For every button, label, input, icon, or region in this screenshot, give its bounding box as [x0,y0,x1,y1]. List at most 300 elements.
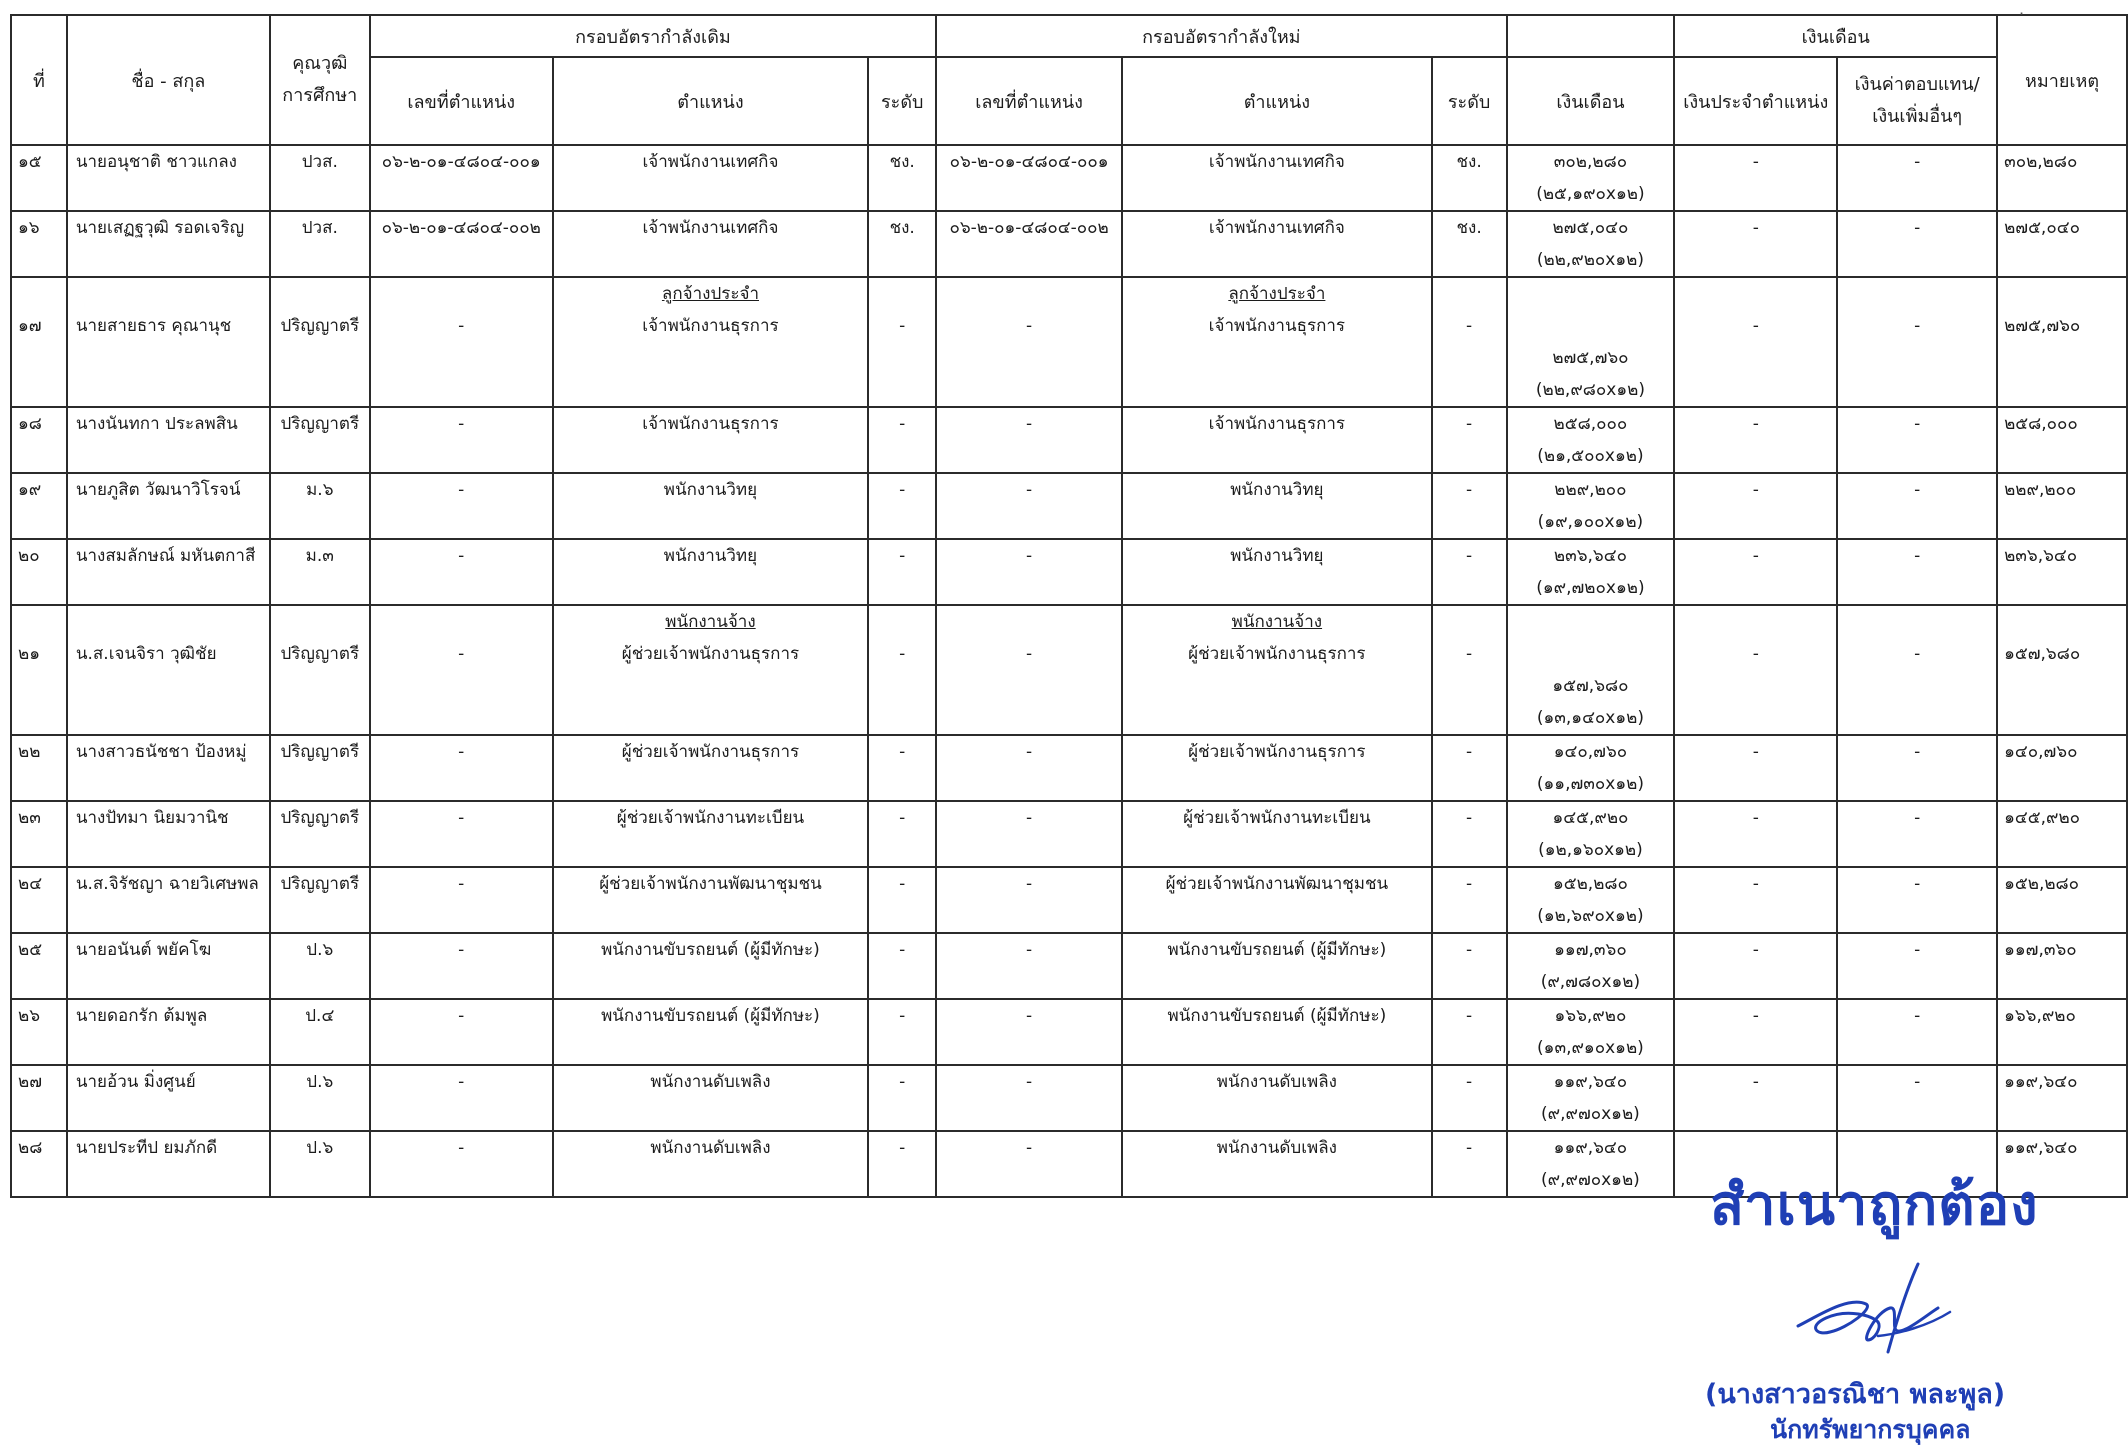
person-name-text: นายประทีป ยมภักดี [75,1138,218,1158]
other-pay [1837,735,1997,801]
education-text: ปริญญาตรี [280,874,360,894]
header-no: ที่ [11,15,67,145]
new-position-number [936,933,1122,999]
old-position [553,1065,869,1131]
remark [1997,1065,2127,1131]
old-position-text: พนักงานดับเพลิง [650,1072,771,1092]
header-education-line1: คุณวุฒิ [292,53,348,74]
row-number-text: ๑๕ [18,152,42,172]
education-text: ป.๖ [306,1138,334,1158]
new-position-text: พนักงานขับรถยนต์ (ผู้มีทักษะ) [1167,940,1387,960]
header-group-old: กรอบอัตรากำลังเดิม [370,15,936,57]
position-allowance-text: - [1752,316,1759,336]
old-position-text: ผู้ช่วยเจ้าพนักงานทะเบียน [616,808,805,828]
row-number-text: ๒๒ [18,742,41,762]
person-name-text: นายเสฏฐวุฒิ รอดเจริญ [75,218,245,238]
person-name [67,145,270,211]
other-pay [1837,539,1997,605]
person-name [67,999,270,1065]
salary-annual: ๒๗๕,๗๖๐ [1552,348,1629,368]
new-level-text: - [1466,546,1473,566]
position-allowance-text: - [1752,742,1759,762]
old-position-number [370,145,553,211]
new-level [1432,211,1507,277]
position-allowance-text: - [1752,644,1759,664]
old-level [868,1065,936,1131]
old-level [868,473,936,539]
new-position-number [936,277,1122,407]
new-position-number [936,145,1122,211]
salary-annual: ๑๕๒,๒๘๐ [1552,874,1628,894]
row-number-text: ๒๕ [18,940,43,960]
row-number [11,277,67,407]
old-level [868,1131,936,1197]
education-text: ปวส. [301,218,338,238]
salary [1507,867,1675,933]
person-name [67,867,270,933]
position-allowance-text: - [1752,480,1759,500]
row-number [11,1065,67,1131]
header-old-level: ระดับ [868,57,936,145]
other-pay [1837,211,1997,277]
old-position-text: ผู้ช่วยเจ้าพนักงานพัฒนาชุมชน [599,874,822,894]
signer-title: นักทรัพยากรบุคคล [1770,1415,1971,1444]
new-level [1432,539,1507,605]
row-number-text: ๒๖ [18,1006,40,1026]
old-level-text: - [899,1006,906,1026]
header-salary: เงินเดือน [1507,57,1675,145]
header-old-pos: ตำแหน่ง [553,57,869,145]
row-number [11,407,67,473]
education-text: ปริญญาตรี [280,742,360,762]
remark [1997,539,2127,605]
row-number-text: ๒๐ [18,546,40,566]
old-position [553,539,869,605]
old-position [553,1131,869,1197]
other-pay-text: - [1914,644,1921,664]
header-name: ชื่อ - สกุล [67,15,270,145]
new-position-number-text: - [1026,874,1033,894]
position-allowance [1674,801,1837,867]
old-position-number [370,1131,553,1197]
salary-annual: ๒๗๕,๐๔๐ [1552,218,1629,238]
row-number-text: ๒๘ [18,1138,43,1158]
other-pay [1837,867,1997,933]
old-position-number [370,933,553,999]
table-row [11,539,2127,605]
education-text: ปริญญาตรี [280,808,360,828]
header-blank [1507,15,1675,57]
person-name-text: นางสมลักษณ์ มหันตกาสี [75,546,256,566]
old-position-text: เจ้าพนักงานธุรการ [642,414,779,434]
salary-calculation: (๒๕,๑๙๐x๑๒) [1536,184,1645,204]
table-row [11,145,2127,211]
new-position-number-text: - [1026,1006,1033,1026]
position-allowance [1674,999,1837,1065]
old-level-text: - [899,546,906,566]
new-position-number [936,211,1122,277]
person-name-text: นายอนันต์ พยัคโฆ [75,940,212,960]
position-allowance-text: - [1752,874,1759,894]
remark-text: ๒๒๙,๒๐๐ [2004,480,2077,500]
education-text: ปริญญาตรี [280,414,360,434]
new-level [1432,407,1507,473]
position-allowance [1674,277,1837,407]
person-name-text: นางสาวธนัชชา ป้องหมู่ [75,742,247,762]
salary-calculation: (๒๒,๙๒๐x๑๒) [1536,250,1644,270]
new-position-text: เจ้าพนักงานธุรการ [1208,414,1346,434]
position-allowance [1674,867,1837,933]
position-allowance [1674,1065,1837,1131]
old-level-text: - [899,644,906,664]
old-position-text: พนักงานขับรถยนต์ (ผู้มีทักษะ) [601,940,820,960]
new-level-text: - [1466,940,1473,960]
person-name [67,539,270,605]
education [270,277,370,407]
row-number-text: ๑๗ [18,316,42,336]
new-position-number-text: - [1026,808,1033,828]
remark-text: ๒๗๕,๗๖๐ [2004,316,2081,336]
salary-annual: ๑๕๗,๖๘๐ [1552,676,1629,696]
old-position-number-text: - [458,742,465,762]
remark-text: ๓๐๒,๒๘๐ [2004,152,2078,172]
salary-annual: ๒๕๘,๐๐๐ [1553,414,1628,434]
education [270,1131,370,1197]
salary-annual: ๑๔๕,๙๒๐ [1552,808,1629,828]
new-position-number [936,1065,1122,1131]
row-number [11,605,67,735]
old-position-text: ผู้ช่วยเจ้าพนักงานธุรการ [621,742,800,762]
remark [1997,145,2127,211]
education [270,145,370,211]
new-position [1122,867,1432,933]
person-name-text: นายภูสิต วัฒนาวิโรจน์ [75,480,241,500]
table-row [11,277,2127,407]
new-level [1432,605,1507,735]
remark-text: ๑๕๗,๖๘๐ [2004,644,2081,664]
row-number [11,933,67,999]
new-position-text: เจ้าพนักงานเทศกิจ [1208,152,1345,172]
new-position-text: ผู้ช่วยเจ้าพนักงานธุรการ [1188,644,1366,664]
other-pay-text: - [1914,480,1921,500]
new-level [1432,1065,1507,1131]
old-level-text: ชง. [889,218,915,238]
new-level [1432,473,1507,539]
position-allowance [1674,735,1837,801]
new-section-label: ลูกจ้างประจำ [1228,284,1326,304]
salary-calculation: (๙,๙๗๐x๑๒) [1541,1104,1640,1124]
old-position [553,999,869,1065]
salary [1507,999,1675,1065]
new-level-text: - [1466,644,1473,664]
new-level-text: - [1466,414,1473,434]
education-text: ม.๖ [306,480,334,500]
old-section-label: ลูกจ้างประจำ [661,284,759,304]
row-number-text: ๑๙ [18,480,42,500]
position-allowance [1674,539,1837,605]
header-new-level: ระดับ [1432,57,1507,145]
remark [1997,735,2127,801]
other-pay-text: - [1914,940,1921,960]
new-position [1122,473,1432,539]
old-position-number-text: - [458,808,465,828]
old-position [553,735,869,801]
position-allowance-text: - [1752,1072,1759,1092]
table-row [11,735,2127,801]
row-number [11,473,67,539]
salary-annual: ๒๓๖,๖๔๐ [1553,546,1627,566]
new-position-number [936,999,1122,1065]
new-level [1432,277,1507,407]
new-position [1122,735,1432,801]
new-position-number-text: - [1026,940,1033,960]
position-allowance-text: - [1752,1006,1759,1026]
education [270,473,370,539]
old-level-text: - [899,940,906,960]
row-number [11,1131,67,1197]
new-level-text: - [1466,1006,1473,1026]
old-level [868,211,936,277]
education-text: ม.๓ [305,546,334,566]
new-position-text: ผู้ช่วยเจ้าพนักงานทะเบียน [1183,808,1371,828]
old-level-text: - [899,316,906,336]
new-position-text: ผู้ช่วยเจ้าพนักงานพัฒนาชุมชน [1165,874,1389,894]
new-position-text: ผู้ช่วยเจ้าพนักงานธุรการ [1188,742,1366,762]
salary-calculation: (๑๒,๖๙๐x๑๒) [1537,906,1644,926]
old-position [553,933,869,999]
salary-calculation: (๑๙,๗๒๐x๑๒) [1536,578,1645,598]
old-position-number-text: ๐๖-๒-๐๑-๔๘๐๔-๐๐๒ [381,218,541,238]
position-allowance-text: - [1752,152,1759,172]
position-allowance [1674,473,1837,539]
table-row [11,211,2127,277]
corner-mark: · [2019,4,2025,23]
position-allowance [1674,407,1837,473]
new-position [1122,1065,1432,1131]
salary-calculation: (๒๑,๕๐๐x๑๒) [1537,446,1644,466]
certified-copy-stamp: สำเนาถูกต้อง [1710,1173,2039,1238]
salary [1507,539,1675,605]
other-pay-text: - [1914,874,1921,894]
new-level [1432,933,1507,999]
old-position-text: พนักงานขับรถยนต์ (ผู้มีทักษะ) [601,1006,820,1026]
row-number [11,539,67,605]
new-position-number-text: - [1026,742,1033,762]
new-level [1432,867,1507,933]
staffing-table [10,14,2128,1198]
education-text: ป.๔ [305,1006,335,1026]
new-position-text: พนักงานดับเพลิง [1216,1138,1337,1158]
other-pay [1837,145,1997,211]
header-other-pay [1837,57,1997,145]
new-position-text: พนักงานวิทยุ [1230,546,1324,566]
person-name [67,605,270,735]
row-number-text: ๒๗ [18,1072,42,1092]
position-allowance-text: - [1752,218,1759,238]
education [270,605,370,735]
header-position-allowance: เงินประจำตำแหน่ง [1674,57,1837,145]
table-row [11,473,2127,539]
salary-calculation: (๙,๙๗๐x๑๒) [1541,1170,1640,1190]
new-position [1122,211,1432,277]
old-position-number-text: - [458,1072,465,1092]
header-new-pos: ตำแหน่ง [1122,57,1432,145]
other-pay-text: - [1914,1072,1921,1092]
person-name-text: นายอนุชาติ ชาวแกลง [75,152,237,172]
education [270,933,370,999]
new-position-text: เจ้าพนักงานธุรการ [1208,316,1346,336]
salary-calculation: (๑๓,๙๑๐x๑๒) [1537,1038,1644,1058]
new-position-number [936,539,1122,605]
old-position-number [370,277,553,407]
remark [1997,801,2127,867]
header-new-pos-no: เลขที่ตำแหน่ง [936,57,1122,145]
new-level-text: ชง. [1456,152,1482,172]
education-text: ปวส. [301,152,338,172]
new-position-text: เจ้าพนักงานเทศกิจ [1208,218,1345,238]
old-level-text: - [899,808,906,828]
table-row [11,801,2127,867]
salary [1507,407,1675,473]
remark-text: ๑๕๒,๒๘๐ [2004,874,2080,894]
old-level-text: - [899,414,906,434]
salary [1507,145,1675,211]
education [270,1065,370,1131]
new-position-text: พนักงานวิทยุ [1230,480,1324,500]
new-level-text: - [1466,316,1473,336]
new-position-number-text: - [1026,316,1033,336]
old-level [868,801,936,867]
education [270,801,370,867]
old-level-text: - [899,742,906,762]
old-position-number-text: - [458,414,465,434]
old-position-number-text: - [458,644,465,664]
new-position-number [936,1131,1122,1197]
position-allowance-text: - [1752,546,1759,566]
salary-calculation: (๙,๗๘๐x๑๒) [1540,972,1641,992]
header-group-new: กรอบอัตรากำลังใหม่ [936,15,1506,57]
salary-calculation: (๒๒,๙๘๐x๑๒) [1535,380,1645,400]
other-pay [1837,1065,1997,1131]
person-name-text: นายอ้วน มิ่งศูนย์ [75,1072,196,1092]
salary-calculation: (๑๑,๗๓๐x๑๒) [1536,774,1644,794]
position-allowance-text: - [1752,414,1759,434]
person-name-text: น.ส.จิรัชญา ฉายวิเศษพล [75,874,259,894]
old-position [553,605,869,735]
remark-text: ๒๕๘,๐๐๐ [2004,414,2078,434]
person-name [67,1131,270,1197]
new-level-text: ชง. [1456,218,1482,238]
old-position [553,407,869,473]
salary-calculation: (๑๓,๑๔๐x๑๒) [1536,708,1644,728]
other-pay-text: - [1914,316,1921,336]
old-position-number [370,801,553,867]
old-position-number [370,867,553,933]
old-position [553,867,869,933]
new-position-number-text: - [1026,414,1033,434]
salary [1507,211,1675,277]
person-name [67,933,270,999]
old-section-label: พนักงานจ้าง [665,612,756,632]
salary-calculation: (๑๒,๑๖๐x๑๒) [1538,840,1643,860]
salary-annual: ๑๔๐,๗๖๐ [1553,742,1628,762]
old-level-text: - [899,480,906,500]
salary [1507,277,1675,407]
new-position-number [936,407,1122,473]
remark [1997,407,2127,473]
new-position [1122,1131,1432,1197]
person-name-text: น.ส.เจนจิรา วุฒิชัย [75,644,217,664]
person-name [67,211,270,277]
old-level [868,145,936,211]
old-level [868,605,936,735]
new-position-number [936,473,1122,539]
old-position-number-text: ๐๖-๒-๐๑-๔๘๐๔-๐๐๑ [381,152,541,172]
education [270,735,370,801]
salary [1507,605,1675,735]
old-position-number [370,999,553,1065]
new-position-number [936,605,1122,735]
remark-text: ๑๔๐,๗๖๐ [2004,742,2078,762]
remark-text: ๒๓๖,๖๔๐ [2004,546,2078,566]
old-position-number [370,473,553,539]
old-position [553,277,869,407]
salary-calculation: (๑๙,๑๐๐x๑๒) [1537,512,1644,532]
new-level [1432,145,1507,211]
table-row [11,999,2127,1065]
row-number [11,801,67,867]
new-position-number-text: ๐๖-๒-๐๑-๔๘๐๔-๐๐๒ [949,218,1109,238]
salary-annual: ๑๖๖,๙๒๐ [1554,1006,1627,1026]
remark-text: ๑๑๙,๖๔๐ [2004,1138,2078,1158]
old-level [868,539,936,605]
person-name [67,473,270,539]
remark [1997,605,2127,735]
other-pay [1837,605,1997,735]
remark [1997,277,2127,407]
table-row [11,933,2127,999]
other-pay [1837,277,1997,407]
old-position-text: เจ้าพนักงานเทศกิจ [642,152,779,172]
header-other-line2: เงินเพิ่มอื่นๆ [1872,106,1963,127]
salary-annual: ๑๑๙,๖๔๐ [1553,1138,1628,1158]
old-position-text: ผู้ช่วยเจ้าพนักงานธุรการ [621,644,800,664]
old-position-text: พนักงานวิทยุ [663,480,758,500]
salary [1507,473,1675,539]
new-position-number [936,867,1122,933]
new-position-number-text: - [1026,546,1033,566]
new-position-text: พนักงานขับรถยนต์ (ผู้มีทักษะ) [1167,1006,1387,1026]
row-number-text: ๒๑ [18,644,40,664]
salary [1507,735,1675,801]
remark [1997,999,2127,1065]
other-pay-text: - [1914,152,1921,172]
new-level-text: - [1466,742,1473,762]
table-row [11,867,2127,933]
row-number [11,145,67,211]
old-position [553,473,869,539]
salary-annual: ๑๑๙,๖๔๐ [1553,1072,1628,1092]
education-text: ป.๖ [306,1072,334,1092]
salary [1507,1065,1675,1131]
education-text: ปริญญาตรี [280,644,360,664]
remark [1997,933,2127,999]
salary-annual: ๑๑๗,๓๖๐ [1554,940,1627,960]
person-name [67,801,270,867]
salary-annual: ๒๒๙,๒๐๐ [1554,480,1627,500]
old-position-number [370,407,553,473]
old-position [553,801,869,867]
